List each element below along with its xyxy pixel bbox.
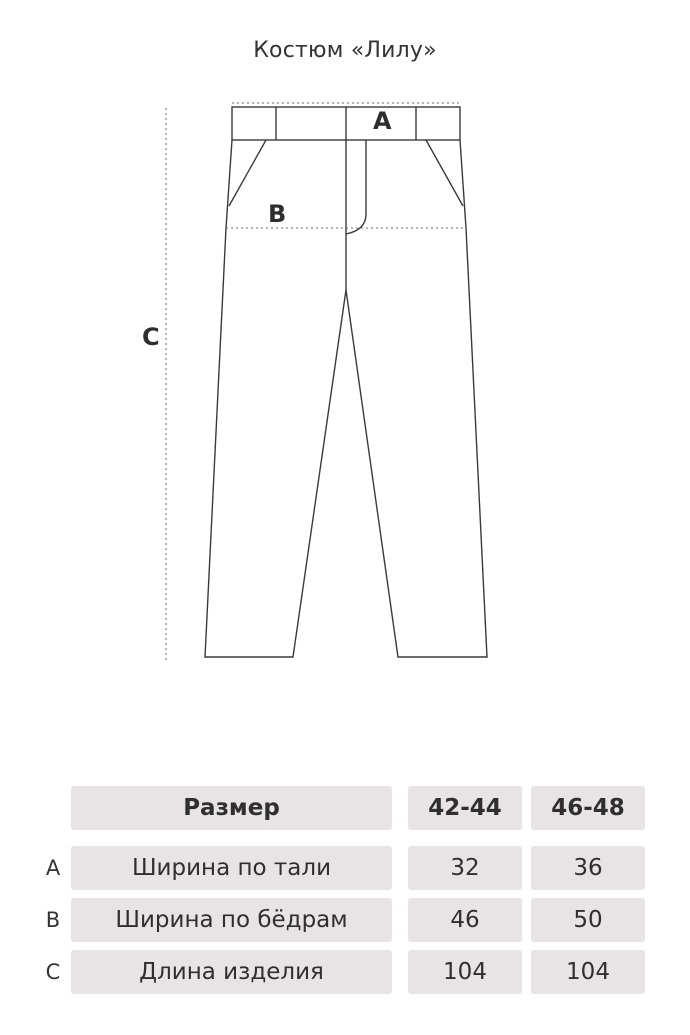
row-letter-b: B bbox=[45, 908, 61, 932]
row-letter-c: C bbox=[45, 960, 61, 984]
row-c-label: Длина изделия bbox=[71, 950, 392, 994]
row-a-value-42-44: 32 bbox=[408, 846, 522, 890]
row-letter-a: A bbox=[45, 856, 61, 880]
row-b-value-42-44: 46 bbox=[408, 898, 522, 942]
row-b-value-46-48: 50 bbox=[531, 898, 645, 942]
mark-a-label: A bbox=[373, 107, 392, 135]
header-size-46-48: 46-48 bbox=[531, 786, 645, 830]
row-b-label: Ширина по бёдрам bbox=[71, 898, 392, 942]
row-a-label: Ширина по тали bbox=[71, 846, 392, 890]
mark-b-label: B bbox=[268, 200, 287, 228]
header-size-42-44: 42-44 bbox=[408, 786, 522, 830]
row-a-value-46-48: 36 bbox=[531, 846, 645, 890]
row-c-value-46-48: 104 bbox=[531, 950, 645, 994]
mark-c-label: C bbox=[142, 323, 160, 351]
row-c-value-42-44: 104 bbox=[408, 950, 522, 994]
header-size-label: Размер bbox=[71, 786, 392, 830]
page-title: Костюм «Лилу» bbox=[253, 38, 437, 63]
